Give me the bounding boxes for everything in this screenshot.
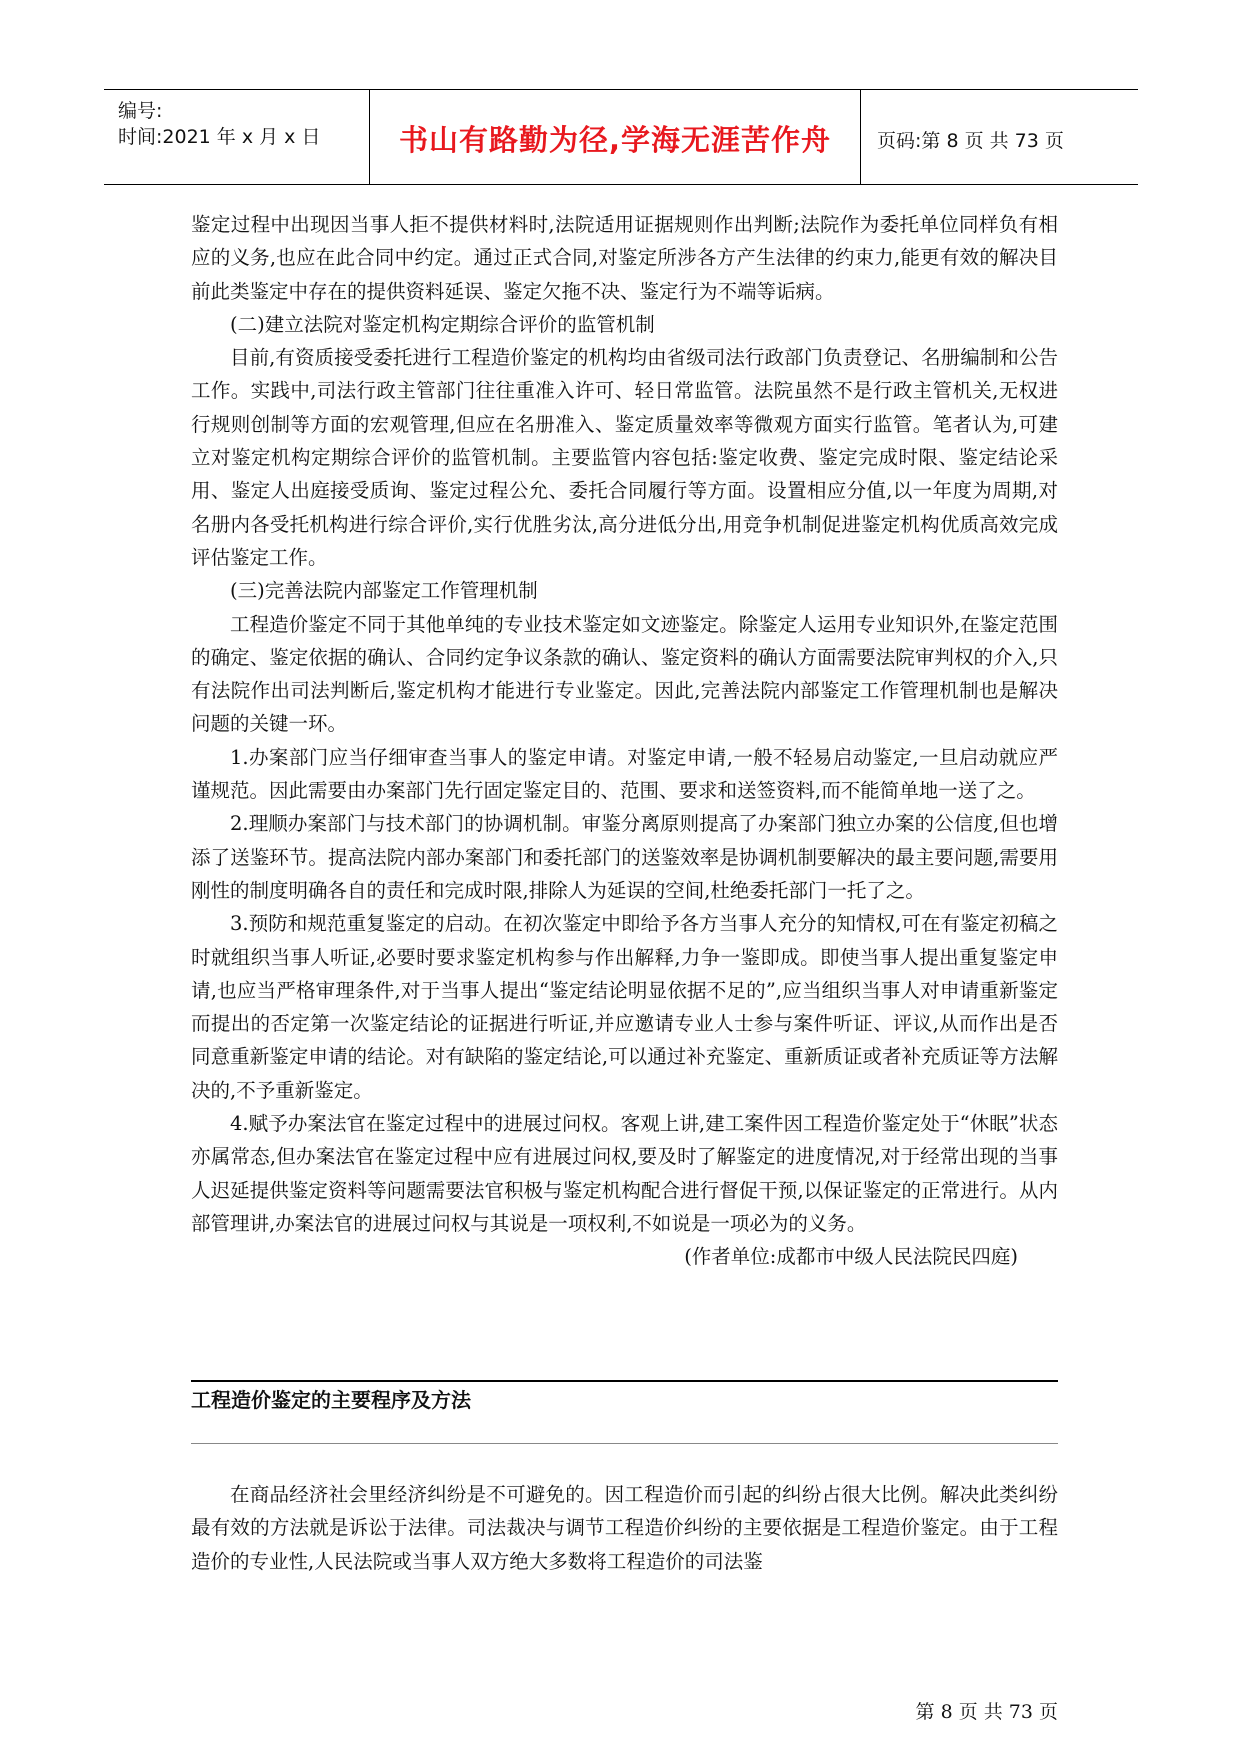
section-divider-top	[191, 1380, 1058, 1382]
paragraph: 目前,有资质接受委托进行工程造价鉴定的机构均由省级司法行政部门负责登记、名册编制和公告工作。实践中,司法行政主管部门往往重准入许可、轻日常监管。法院虽然不是行政主管机关,无权进行规则创制等方面的宏观管理,但应在名册准入、鉴定质量效率等微观方面实行监管。笔者认为,可建立对鉴定机构定期综合评价的监管机制。主要监管内容包括:鉴定收费、鉴定完成时限、鉴定结论采用、鉴定人出庭接受质询、鉴定过程公允、委托合同履行等方面。设置相应分值,以一年度为周期,对名册内各受托机构进行综合评价,实行优胜劣汰,高分进低分出,用竞争机制促进鉴定机构优质高效完成评估鉴定工作。	[191, 346, 1058, 569]
page-header	[104, 89, 1138, 185]
section-body	[191, 1478, 1058, 1578]
subheading: (三)完善法院内部鉴定工作管理机制	[230, 579, 538, 603]
header-left-cell	[104, 90, 369, 184]
paragraph: 4.赋予办案法官在鉴定过程中的进展过问权。客观上讲,建工案件因工程造价鉴定处于“休眠”状态亦属常态,但办案法官在鉴定过程中应有进展过问权,要及时了解鉴定的进度情况,对于经常出现的当事人迟延提供鉴定资料等问题需要法官积极与鉴定机构配合进行督促干预,以保证鉴定的正常进行。从内部管理讲,办案法官的进展过问权与其说是一项权利,不如说是一项必为的义务。	[191, 1112, 1058, 1235]
paragraph: 鉴定过程中出现因当事人拒不提供材料时,法院适用证据规则作出判断;法院作为委托单位同样负有相应的义务,也应在此合同中约定。通过正式合同,对鉴定所涉各方产生法律的约束力,能更有效的解决目前此类鉴定中存在的提供资料延误、鉴定欠拖不决、鉴定行为不端等诟病。	[191, 213, 1058, 303]
header-right-cell	[861, 90, 1138, 184]
header-middle-cell	[369, 90, 861, 184]
paragraph: 3.预防和规范重复鉴定的启动。在初次鉴定中即给予各方当事人充分的知情权,可在有鉴定初稿之时就组织当事人听证,必要时要求鉴定机构参与作出解释,力争一鉴即成。即使当事人提出重复鉴定申请,也应当严格审理条件,对于当事人提出“鉴定结论明显依据不足的”,应当组织当事人对申请重新鉴定而提出的否定第一次鉴定结论的证据进行听证,并应邀请专业人士参与案件听证、评议,从而作出是否同意重新鉴定申请的结论。对有缺陷的鉴定结论,可以通过补充鉴定、重新质证或者补充质证等方法解决的,不予重新鉴定。	[191, 912, 1058, 1102]
motto-text: 书山有路勤为径,学海无涯苦作舟	[398, 123, 832, 157]
section-divider-bottom	[191, 1443, 1058, 1444]
time-label: 时间:2021 年 x 月 x 日	[118, 126, 321, 148]
subheading: (二)建立法院对鉴定机构定期综合评价的监管机制	[230, 312, 655, 336]
paragraph: 工程造价鉴定不同于其他单纯的专业技术鉴定如文迹鉴定。除鉴定人运用专业知识外,在鉴定范围的确定、鉴定依据的确认、合同约定争议条款的确认、鉴定资料的确认方面需要法院审判权的介入,只有法院作出司法判断后,鉴定机构才能进行专业鉴定。因此,完善法院内部鉴定工作管理机制也是解决问题的关键一环。	[191, 612, 1058, 736]
section-title: 工程造价鉴定的主要程序及方法	[191, 1388, 471, 1412]
body-text	[191, 208, 1058, 1274]
paragraph: 在商品经济社会里经济纠纷是不可避免的。因工程造价而引起的纠纷占很大比例。解决此类纠纷最有效的方法就是诉讼于法律。司法裁决与调节工程造价纠纷的主要依据是工程造价鉴定。由于工程造价的专业性,人民法院或当事人双方绝大多数将工程造价的司法鉴	[191, 1483, 1058, 1573]
author-affiliation: (作者单位:成都市中级人民法院民四庭)	[684, 1245, 1018, 1269]
serial-label: 编号:	[118, 100, 163, 122]
page-info: 页码:第 8 页 共 73 页	[877, 130, 1064, 152]
paragraph: 2.理顺办案部门与技术部门的协调机制。审鉴分离原则提高了办案部门独立办案的公信度,但也增添了送鉴环节。提高法院内部办案部门和委托部门的送鉴效率是协调机制要解决的最主要问题,需要用刚性的制度明确各自的责任和完成时限,排除人为延误的空间,杜绝委托部门一托了之。	[191, 812, 1058, 902]
page-footer: 第 8 页 共 73 页	[915, 1701, 1058, 1723]
paragraph: 1.办案部门应当仔细审查当事人的鉴定申请。对鉴定申请,一般不轻易启动鉴定,一旦启动就应严谨规范。因此需要由办案部门先行固定鉴定目的、范围、要求和送签资料,而不能简单地一送了之。	[191, 745, 1058, 803]
